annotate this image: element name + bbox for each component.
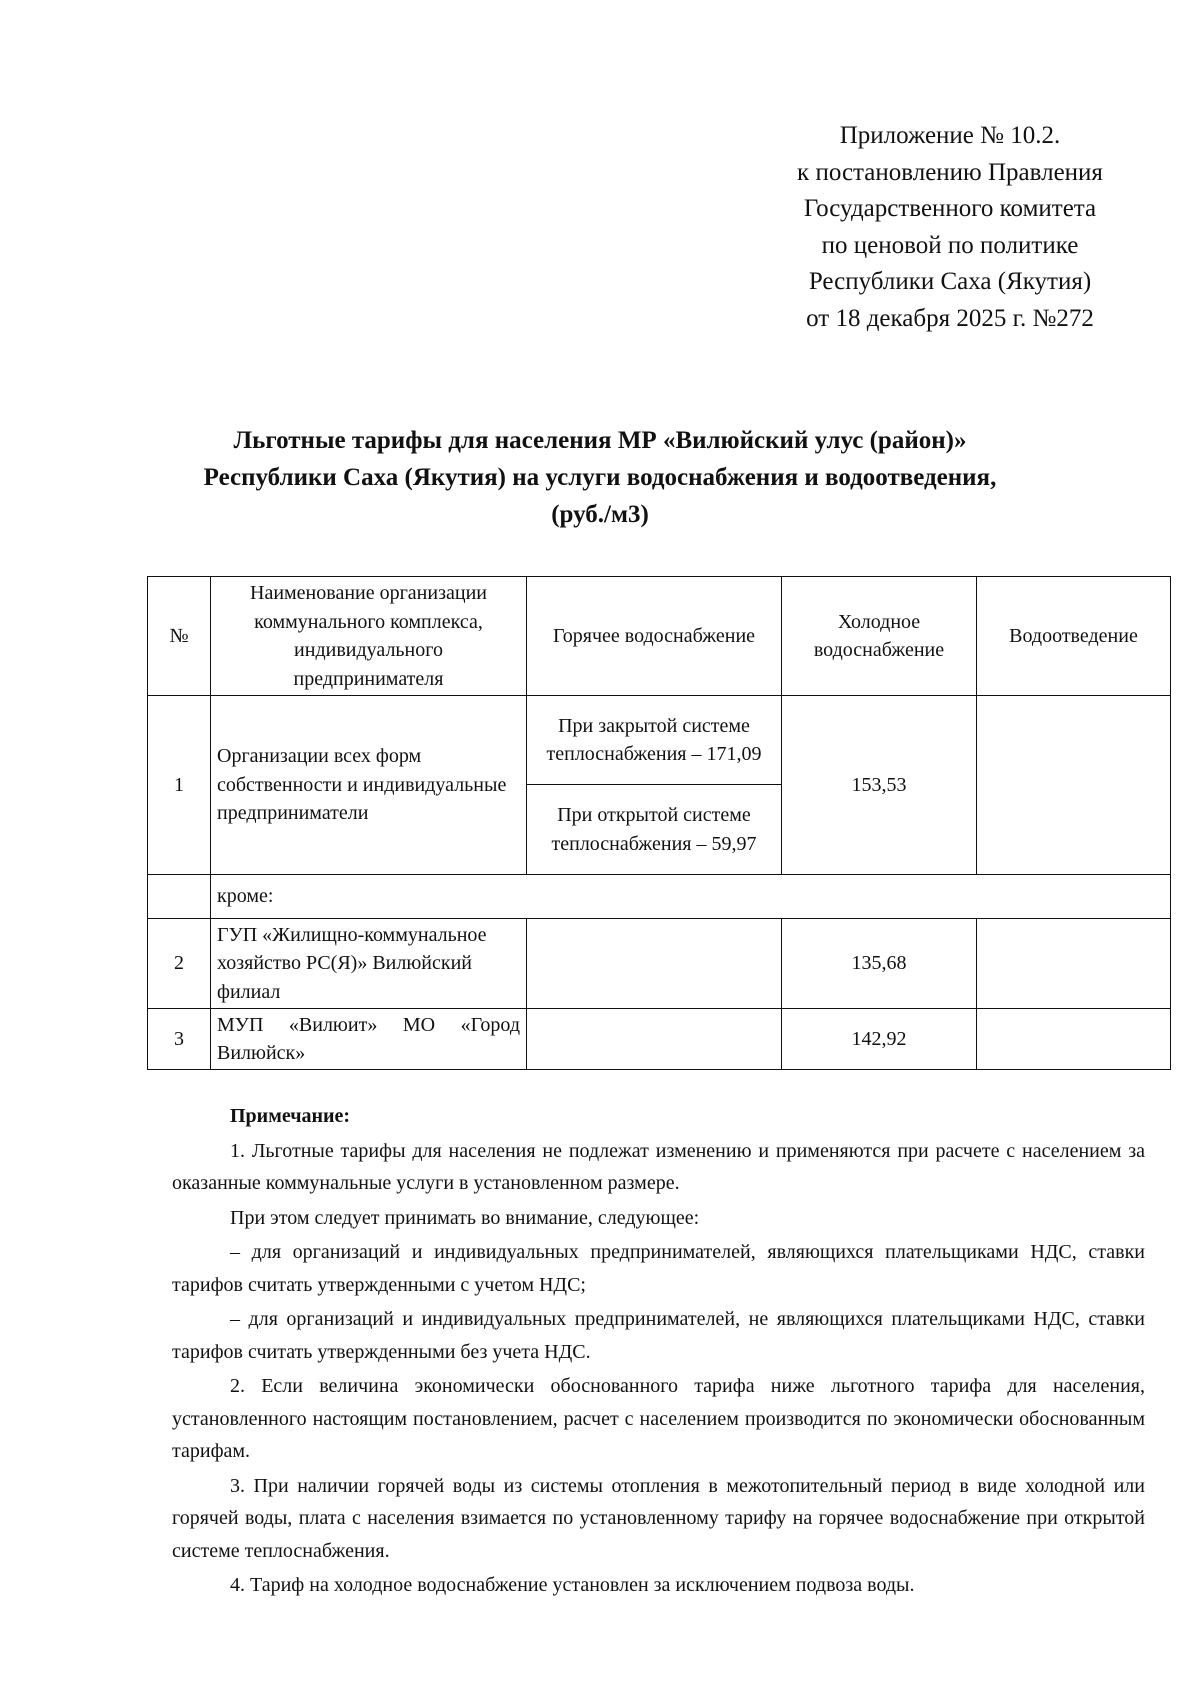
row3-organization — [211, 1009, 527, 1070]
row1-number: 1 — [148, 696, 211, 875]
appendix-line: к постановлению Правления — [797, 158, 1103, 186]
title-line: Льготные тарифы для населения МР «Вилюйский улус (район)» — [233, 427, 967, 454]
row3-organization-line2: Вилюйск» — [217, 1042, 306, 1064]
table-row-except — [148, 875, 1171, 919]
row1-cold-water: 153,53 — [782, 696, 977, 875]
note-paragraph: 4. Тариф на холодное водоснабжение установлен за исключением подвоза воды. — [230, 1574, 915, 1596]
title-unit: (руб./м3) — [551, 501, 649, 528]
row1-drainage — [977, 696, 1171, 875]
tariff-table — [147, 576, 1171, 1070]
note-paragraph: При этом следует принимать во внимание, следующее: — [230, 1206, 700, 1229]
header-organization: Наименование организации коммунального комплекса, индивидуального предпринимателя — [211, 577, 527, 696]
notes-section — [172, 1100, 1145, 1602]
row2-organization: ГУП «Жилищно-коммунальное хозяйство РС(Я)» Вилюйский филиал — [211, 919, 527, 1009]
row2-drainage — [977, 919, 1171, 1009]
note-paragraph: – для организаций и индивидуальных предпринимателей, являющихся плательщиками НДС, ставки тарифов считать утвержденными с учетом НДС; — [172, 1241, 1145, 1296]
row1-hot-closed: При закрытой системе теплоснабжения – 171,09 — [527, 696, 782, 785]
table-row — [148, 1009, 1171, 1070]
title-line: Республики Саха (Якутия) на услуги водоснабжения и водоотведения, — [203, 464, 997, 491]
note-paragraph: 1. Льготные тарифы для населения не подлежат изменению и применяются при расчете с населением за оказанные коммунальные услуги в установленном размере. — [172, 1139, 1145, 1194]
header-hot-water: Горячее водоснабжение — [527, 577, 782, 696]
row2-cold-water: 135,68 — [782, 919, 977, 1009]
header-number: № — [148, 577, 211, 696]
appendix-number: Приложение № 10.2. — [839, 122, 1061, 149]
appendix-block — [700, 118, 1200, 338]
row3-number: 3 — [148, 1009, 211, 1070]
table-header-row — [148, 577, 1171, 696]
notes-heading: Примечание: — [230, 1105, 351, 1127]
note-paragraph: 2. Если величина экономически обоснованного тарифа ниже льготного тарифа для населения, установленного настоящим постановлением, расчет с населением производится по экономически обоснованным тарифам. — [172, 1375, 1145, 1462]
table-row — [148, 919, 1171, 1009]
except-number-cell — [148, 875, 211, 919]
appendix-line: по ценовой по политике — [821, 231, 1079, 259]
row1-organization: Организации всех форм собственности и индивидуальные предприниматели — [211, 696, 527, 875]
row3-organization-line1: МУП «Вилюит» МО «Город — [217, 1013, 520, 1036]
row2-number: 2 — [148, 919, 211, 1009]
appendix-date: от 18 декабря 2025 г. №272 — [806, 304, 1094, 332]
row3-hot-water — [527, 1009, 782, 1070]
row1-hot-open: При открытой системе теплоснабжения – 59,97 — [527, 785, 782, 875]
row3-drainage — [977, 1009, 1171, 1070]
note-paragraph: 3. При наличии горячей воды из системы отопления в межотопительный период в виде холодной или горячей воды, плата с населения взимается по установленному тарифу на горячее водоснабжение при открытой системе теплоснабжения. — [172, 1474, 1145, 1562]
header-cold-water: Холодное водоснабжение — [782, 577, 977, 696]
except-label: кроме: — [211, 875, 1171, 919]
table-row — [148, 696, 1171, 785]
note-paragraph: – для организаций и индивидуальных предпринимателей, не являющихся плательщиками НДС, ставки тарифов считать утвержденными без учета НДС. — [172, 1308, 1145, 1363]
header-drainage: Водоотведение — [977, 577, 1171, 696]
appendix-line: Государственного комитета — [803, 195, 1097, 223]
row3-cold-water: 142,92 — [782, 1009, 977, 1070]
row2-hot-water — [527, 919, 782, 1009]
document-title — [0, 422, 1200, 533]
appendix-line: Республики Саха (Якутия) — [808, 268, 1092, 296]
